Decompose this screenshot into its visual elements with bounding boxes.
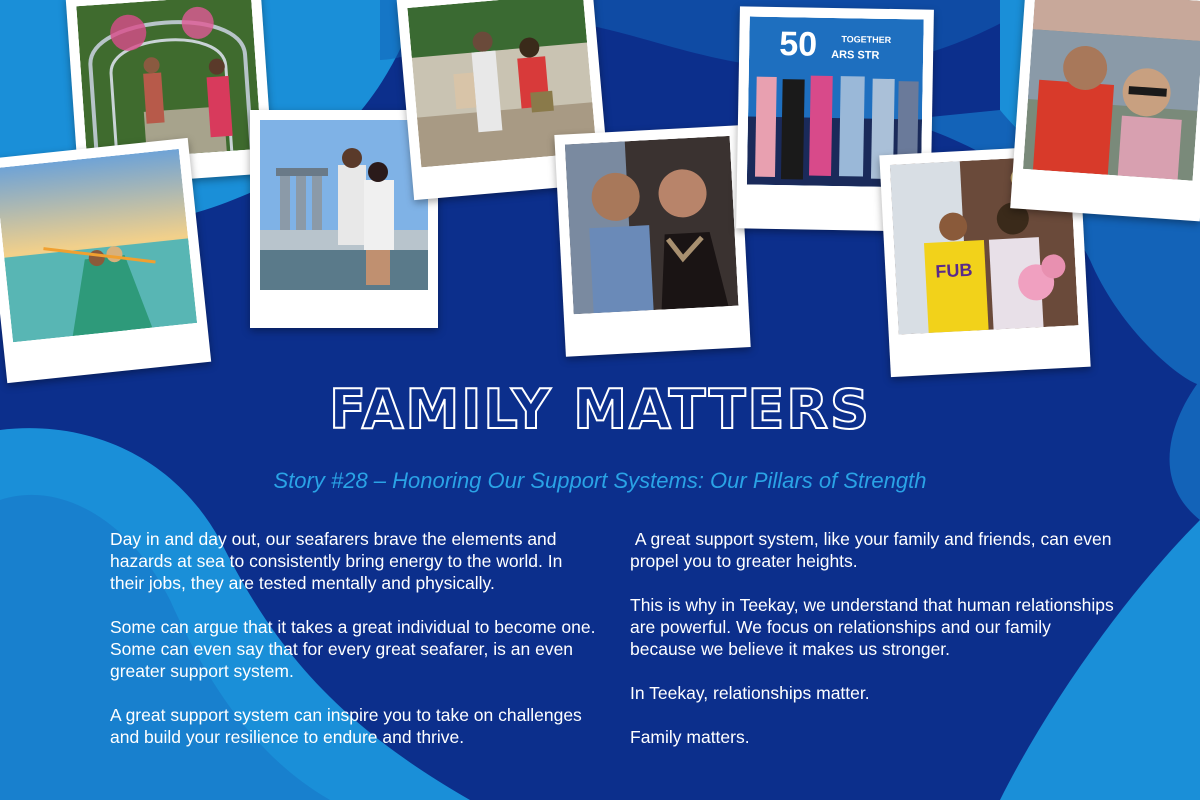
- page-title: FAMILY MATTERS: [329, 378, 871, 441]
- left-paragraph-3: A great support system can inspire you to take on challenges and build your resilience to endure and thrive.: [110, 705, 582, 747]
- banner-text-2: ARS STR: [831, 48, 880, 62]
- right-paragraph-3: In Teekay, relationships matter.: [630, 683, 870, 703]
- page-subtitle: Story #28 – Honoring Our Support Systems: Our Pillars of Strength: [273, 468, 927, 493]
- right-paragraph-2: This is why in Teekay, we understand that human relationships are powerful. We focus on relationships and our family because we believe it makes us stronger.: [630, 595, 1114, 659]
- left-paragraph-1: Day in and day out, our seafarers brave the elements and hazards at sea to consistently bring energy to the world. In their jobs, they are tested mentally and physically.: [110, 529, 563, 593]
- photo-kayak-sunset: [0, 138, 211, 383]
- banner-number: 50: [778, 25, 818, 64]
- shirt-text: FUB: [934, 259, 973, 282]
- right-paragraph-4: Family matters.: [630, 727, 750, 747]
- right-column: [630, 528, 1120, 770]
- left-column: [110, 528, 600, 770]
- photo-couple-river: [1010, 0, 1200, 221]
- right-paragraph-1: A great support system, like your family and friends, can even propel you to greater heights.: [630, 529, 1117, 571]
- banner-text-1: TOGETHER: [841, 34, 892, 45]
- photo-couple-selfie: [554, 125, 750, 356]
- left-paragraph-2: Some can argue that it takes a great individual to become one. Some can even say that for every great seafarer, is an even greater support system.: [110, 617, 596, 681]
